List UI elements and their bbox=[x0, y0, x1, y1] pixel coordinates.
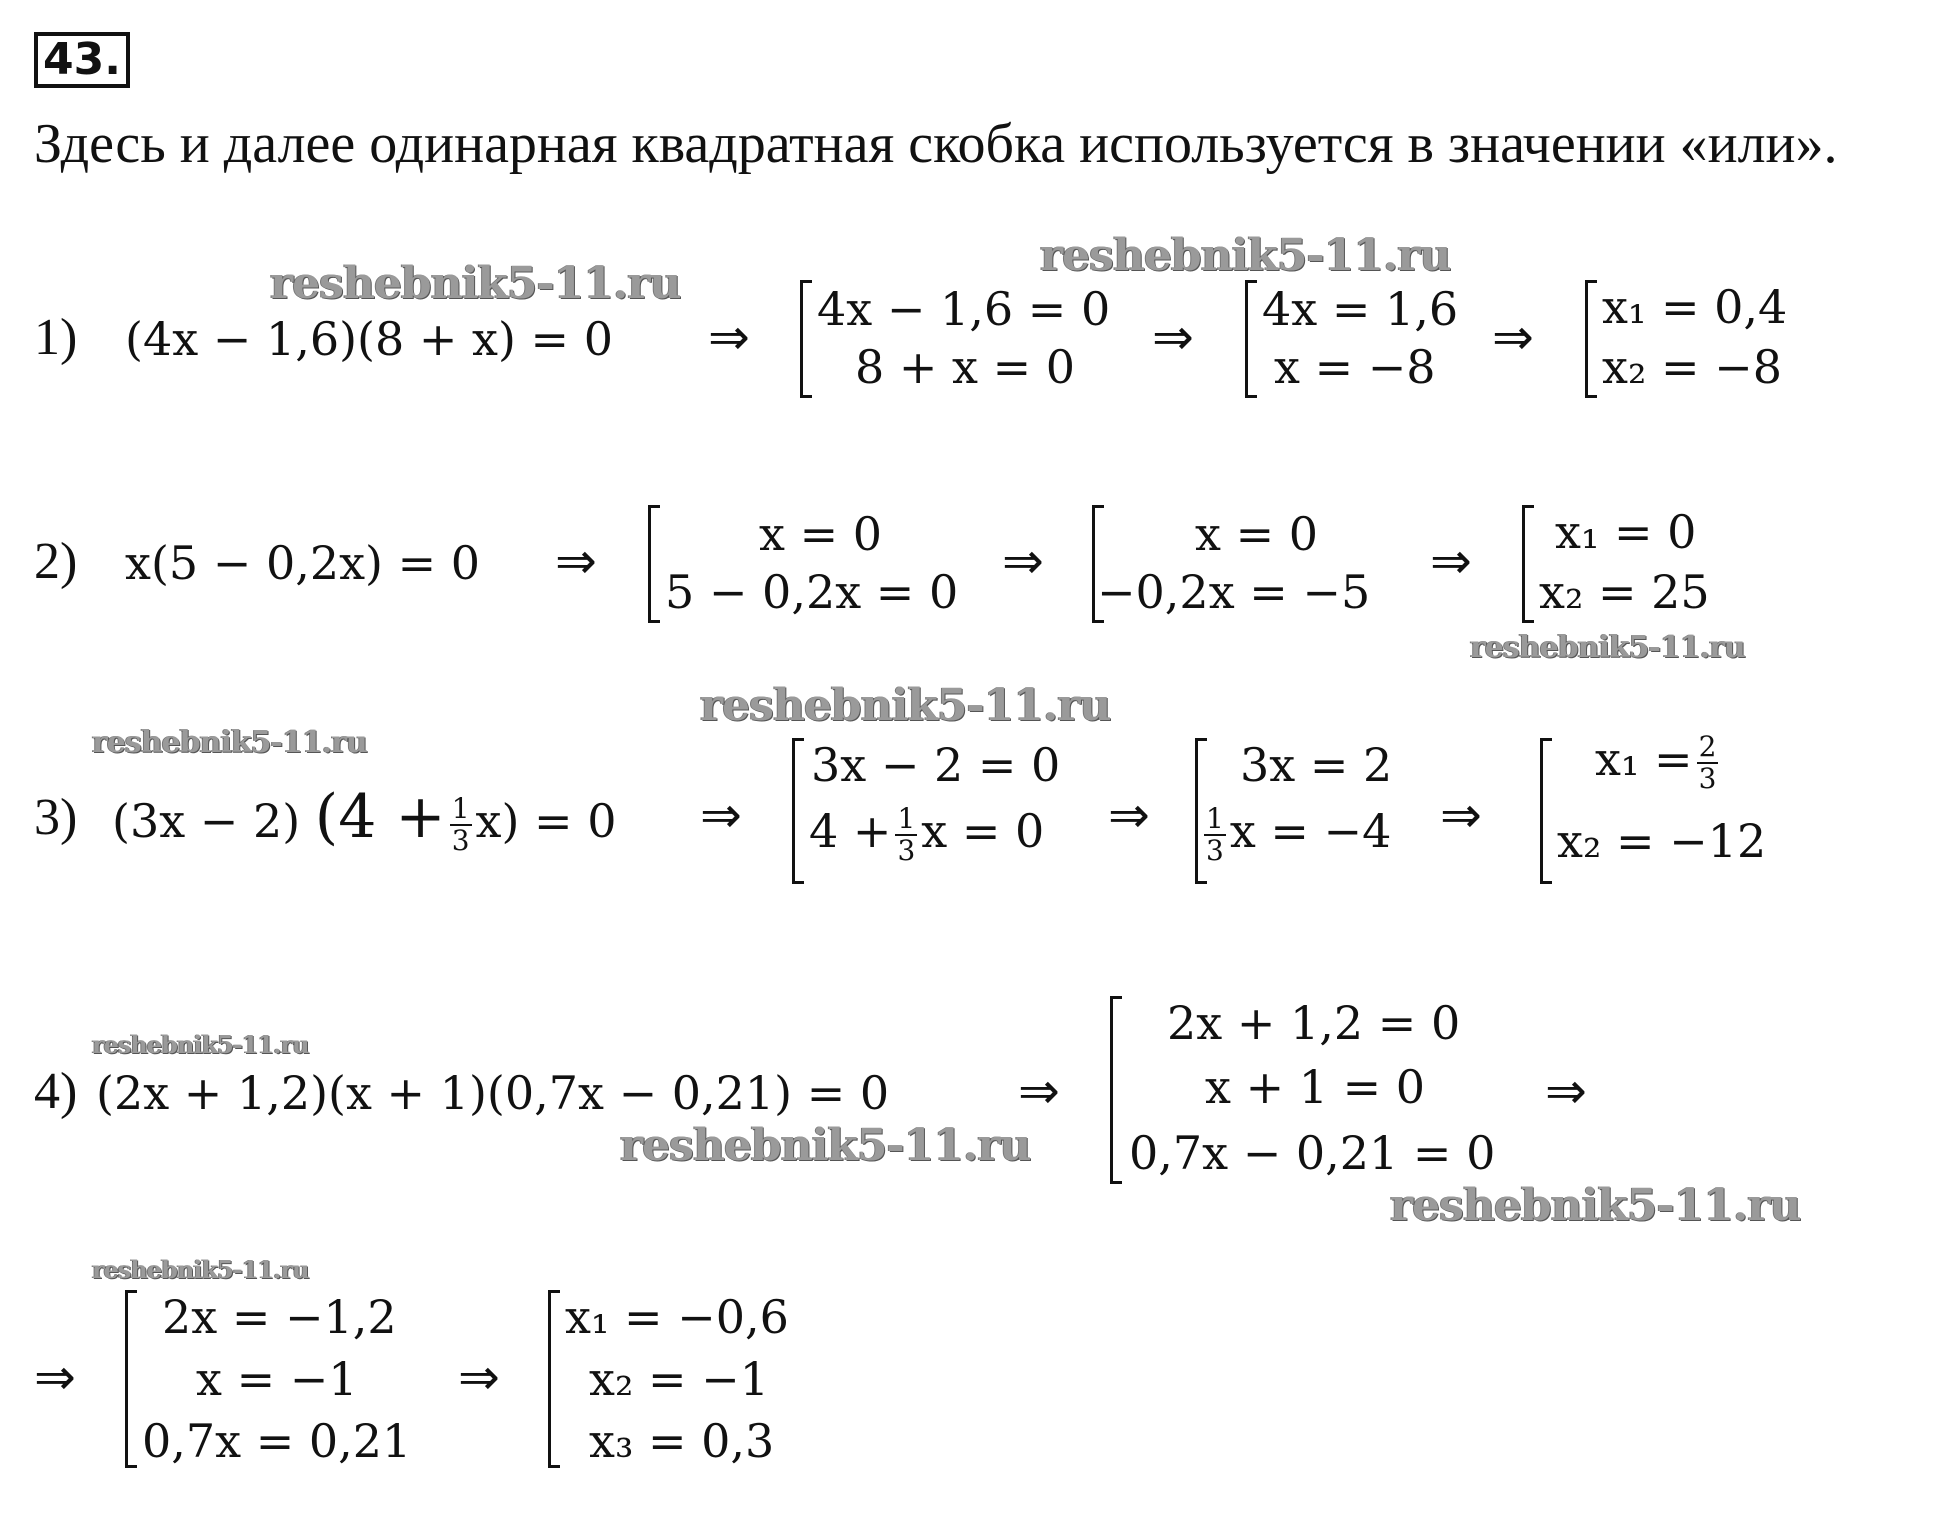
system-line: x₃ = 0,3 bbox=[589, 1414, 775, 1468]
implies-arrow: ⇒ bbox=[1002, 532, 1044, 590]
fraction-denominator: 3 bbox=[897, 834, 916, 867]
fraction bbox=[1697, 732, 1719, 794]
system-line: −0,2x = −5 bbox=[1097, 565, 1371, 619]
solution-system bbox=[792, 738, 1105, 884]
system-line: x₂ = −12 bbox=[1557, 814, 1767, 868]
implies-arrow: ⇒ bbox=[1430, 532, 1472, 590]
solution-system bbox=[1585, 280, 1828, 398]
problem-number: 43. bbox=[34, 32, 130, 88]
implies-arrow: ⇒ bbox=[708, 308, 750, 366]
system-line: x₂ = −8 bbox=[1602, 340, 1782, 394]
solution-system bbox=[1522, 505, 1765, 623]
fraction-numerator: 1 bbox=[451, 792, 470, 825]
solution-system bbox=[800, 280, 1143, 398]
fraction-numerator: 2 bbox=[1698, 730, 1717, 763]
implies-arrow: ⇒ bbox=[1108, 786, 1150, 844]
solution-system bbox=[1195, 738, 1438, 884]
implies-arrow: ⇒ bbox=[1492, 308, 1534, 366]
solution-system bbox=[1540, 730, 1803, 884]
system-line: 0,7x − 0,21 = 0 bbox=[1129, 1126, 1496, 1180]
watermark: reshebnik5-11.ru bbox=[1040, 230, 1451, 281]
implies-arrow: ⇒ bbox=[1152, 308, 1194, 366]
implies-arrow: ⇒ bbox=[1018, 1062, 1060, 1120]
system-line: x = 0 bbox=[1195, 507, 1318, 561]
system-line: 0,7x = 0,21 bbox=[142, 1414, 412, 1468]
solution-system bbox=[125, 1290, 468, 1468]
watermark: reshebnik5-11.ru bbox=[620, 1120, 1031, 1171]
system-line: x₂ = −1 bbox=[589, 1352, 769, 1406]
implies-arrow: ⇒ bbox=[1440, 786, 1482, 844]
system-line: x = −1 bbox=[196, 1352, 358, 1406]
system-line bbox=[1200, 804, 1391, 866]
line-part: x = −4 bbox=[1229, 804, 1392, 858]
equation-part: (3x − 2) bbox=[112, 794, 301, 848]
system-line: 2x = −1,2 bbox=[162, 1290, 397, 1344]
system-line: x₂ = 25 bbox=[1539, 565, 1710, 619]
watermark: reshebnik5-11.ru bbox=[270, 258, 681, 309]
equation-part: (4 + bbox=[314, 782, 446, 852]
system-line: 5 − 0,2x = 0 bbox=[665, 565, 959, 619]
equation: (4x − 1,6)(8 + x) = 0 bbox=[125, 312, 613, 366]
implies-arrow: ⇒ bbox=[700, 786, 742, 844]
equation: x(5 − 0,2x) = 0 bbox=[125, 536, 481, 590]
implies-arrow: ⇒ bbox=[34, 1348, 76, 1406]
system-line: x₁ = 0 bbox=[1555, 505, 1697, 559]
fraction-denominator: 3 bbox=[451, 824, 470, 857]
equation bbox=[112, 782, 617, 856]
fraction-denominator: 3 bbox=[1698, 762, 1717, 795]
system-line: 8 + x = 0 bbox=[855, 340, 1076, 394]
line-part: x = 0 bbox=[921, 804, 1045, 858]
implies-arrow: ⇒ bbox=[555, 532, 597, 590]
system-line: 2x + 1,2 = 0 bbox=[1167, 996, 1461, 1050]
system-line: 4x = 1,6 bbox=[1262, 282, 1459, 336]
system-line: 3x = 2 bbox=[1240, 738, 1393, 792]
watermark: reshebnik5-11.ru bbox=[92, 1030, 309, 1059]
fraction-numerator: 1 bbox=[897, 802, 916, 835]
system-line: x₁ = −0,6 bbox=[565, 1290, 789, 1344]
implies-arrow: ⇒ bbox=[458, 1348, 500, 1406]
solution-system bbox=[548, 1290, 851, 1468]
fraction bbox=[1204, 804, 1226, 866]
intro-text: Здесь и далее одинарная квадратная скобка используется в значении «или». bbox=[34, 113, 1838, 175]
equation-part: x) = 0 bbox=[475, 794, 617, 848]
line-part: x₁ = bbox=[1595, 732, 1693, 786]
problem-label: 4) bbox=[34, 1063, 78, 1120]
fraction bbox=[450, 794, 472, 856]
watermark: reshebnik5-11.ru bbox=[700, 680, 1111, 731]
system-line: 3x − 2 = 0 bbox=[811, 738, 1061, 792]
watermark: reshebnik5-11.ru bbox=[1470, 630, 1745, 665]
implies-arrow: ⇒ bbox=[1545, 1062, 1587, 1120]
system-line: x + 1 = 0 bbox=[1205, 1060, 1426, 1114]
watermark: reshebnik5-11.ru bbox=[1390, 1180, 1801, 1231]
solution-system bbox=[1092, 505, 1425, 623]
system-line bbox=[1595, 732, 1722, 794]
fraction-denominator: 3 bbox=[1206, 834, 1224, 867]
problem-label: 2) bbox=[34, 533, 78, 590]
problem-label: 1) bbox=[34, 309, 78, 366]
problem-label: 3) bbox=[34, 789, 78, 846]
equation: (2x + 1,2)(x + 1)(0,7x − 0,21) = 0 bbox=[96, 1066, 890, 1120]
watermark: reshebnik5-11.ru bbox=[92, 725, 367, 760]
solution-system bbox=[1245, 280, 1488, 398]
watermark: reshebnik5-11.ru bbox=[92, 1255, 309, 1284]
fraction-numerator: 1 bbox=[1206, 802, 1224, 835]
solution-system bbox=[648, 505, 991, 623]
solution-system bbox=[1110, 996, 1533, 1184]
line-part: 4 + bbox=[809, 804, 892, 858]
system-line: x = −8 bbox=[1274, 340, 1436, 394]
fraction bbox=[895, 804, 917, 866]
system-line: x = 0 bbox=[759, 507, 882, 561]
system-line: x₁ = 0,4 bbox=[1602, 280, 1788, 334]
system-line bbox=[809, 804, 1044, 866]
system-line: 4x − 1,6 = 0 bbox=[817, 282, 1111, 336]
